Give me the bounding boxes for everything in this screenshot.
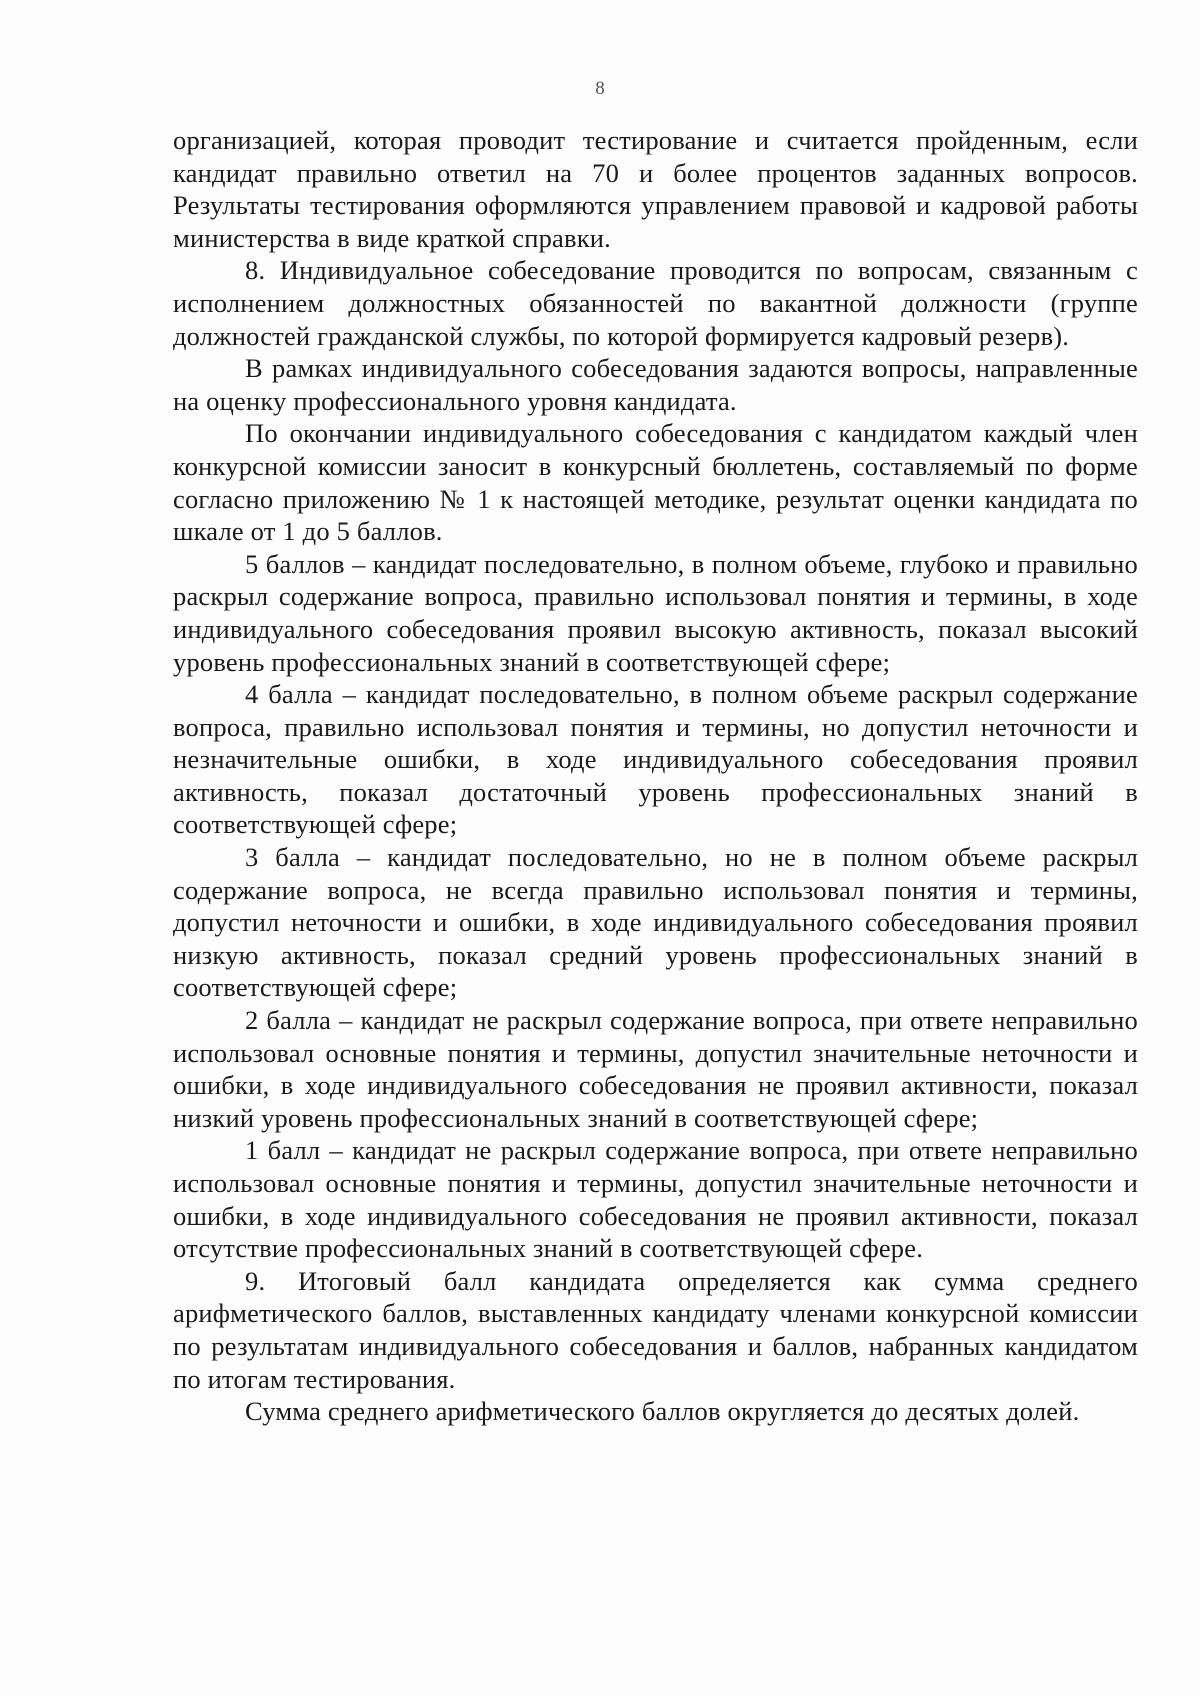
paragraph-score-3: 3 балла – кандидат последовательно, но не в полном объеме раскрыл содержание вопроса, не всегда правильно использовал понятия и термины, допустил неточности и ошибки, в ходе индивидуального собеседования проявил низкую активность, показал средний уровень профессиональных знаний в соответствующей сфере; (173, 842, 1138, 1003)
paragraph-score-5: 5 баллов – кандидат последовательно, в полном объеме, глубоко и правильно раскрыл содержание вопроса, правильно использовал понятия и термины, в ходе индивидуального собеседования проявил высокую активность, показал высокий уровень профессиональных знаний в соответствующей сфере; (173, 548, 1138, 677)
paragraph-interview-questions: В рамках индивидуального собеседования задаются вопросы, направленные на оценку профессионального уровня кандидата. (173, 353, 1138, 416)
page-number: 8 (595, 78, 605, 99)
paragraph-score-1: 1 балл – кандидат не раскрыл содержание вопроса, при ответе неправильно использовал основные понятия и термины, допустил значительные неточности и ошибки, в ходе индивидуального собеседования не проявил активности, показал отсутствие профессиональных знаний в соответствующей сфере. (173, 1135, 1138, 1264)
paragraph-continuation: организацией, которая проводит тестирование и считается пройденным, если кандидат правильно ответил на 70 и более процентов заданных вопросов. Результаты тестирования оформляются управлением правовой и кадровой работы министерства в виде краткой справки. (173, 125, 1138, 253)
paragraph-score-2: 2 балла – кандидат не раскрыл содержание вопроса, при ответе неправильно использовал основные понятия и термины, допустил значительные неточности и ошибки, в ходе индивидуального собеседования не проявил активности, показал низкий уровень профессиональных знаний в соответствующей сфере; (173, 1005, 1138, 1133)
paragraph-item-9: 9. Итоговый балл кандидата определяется как сумма среднего арифметического баллов, выставленных кандидату членами конкурсной комиссии по результатам индивидуального собеседования и баллов, набранных кандидатом по итогам тестирования. (173, 1265, 1138, 1394)
paragraph-item-8: 8. Индивидуальное собеседование проводится по вопросам, связанным с исполнением должностных обязанностей по вакантной должности (группе должностей гражданской службы, по которой формируется кадровый резерв). (173, 255, 1138, 351)
paragraph-rounding: Сумма среднего арифметического баллов округляется до десятых долей. (245, 1396, 1080, 1427)
paragraph-score-4: 4 балла – кандидат последовательно, в полном объеме раскрыл содержание вопроса, правильно использовал понятия и термины, но допустил неточности и незначительные ошибки, в ходе индивидуального собеседования проявил активность, показал достаточный уровень профессиональных знаний в соответствующей сфере; (173, 679, 1138, 840)
paragraph-ballot: По окончании индивидуального собеседования с кандидатом каждый член конкурсной комиссии заносит в конкурсный бюллетень, составляемый по форме согласно приложению № 1 к настоящей методике, результат оценки кандидата по шкале от 1 до 5 баллов. (173, 418, 1138, 547)
document-body (173, 124, 1138, 1428)
